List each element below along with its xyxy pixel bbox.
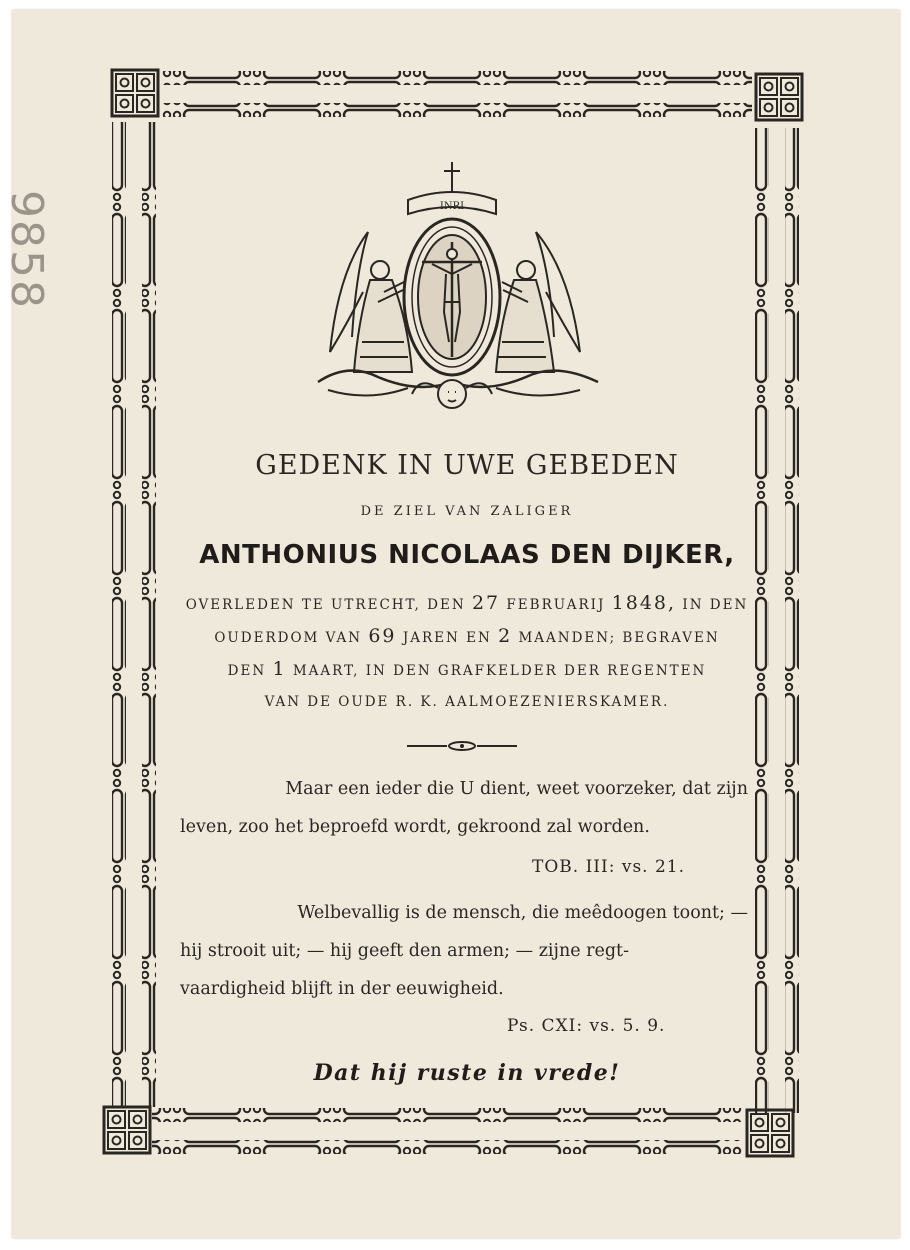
- heading: GEDENK IN UWE GEBEDEN: [255, 450, 679, 481]
- verse-1-line-2: leven, zoo het beproefd wordt, gekroond zal worden.: [180, 817, 650, 837]
- verse-1: [180, 770, 748, 846]
- deceased-name: ANTHONIUS NICOLAAS DEN DIJKER,: [199, 540, 735, 570]
- closing-prayer: Dat hij ruste in vrede!: [313, 1060, 621, 1086]
- details-line-3: DEN 1 MAART, IN DEN GRAFKELDER DER REGENTEN: [227, 658, 707, 680]
- verse-2-line-3: vaardigheid blijft in der eeuwigheid.: [180, 979, 504, 999]
- verse-2: [180, 894, 748, 1008]
- angel-icon: [496, 232, 580, 372]
- verse-2-line-1: Welbevallig is de mensch, die meêdoogen toont; —: [297, 903, 748, 923]
- death-details: [172, 588, 762, 718]
- angel-icon: [330, 232, 412, 372]
- verse-2-line-2: hij strooit uit; — hij geeft den armen; — zijne regt-: [180, 941, 630, 961]
- crucifix-emblem: [308, 162, 608, 424]
- subheading: DE ZIEL VAN ZALIGER: [360, 504, 574, 519]
- cross-icon: [444, 162, 460, 192]
- details-line-2: OUDERDOM VAN 69 JAREN EN 2 MAANDEN; BEGRAVEN: [214, 625, 720, 647]
- inri-inscription: INRI: [439, 201, 465, 212]
- verse-2-reference: Ps. CXI: vs. 5. 9.: [507, 1016, 666, 1036]
- catalog-number: 9858: [1, 190, 52, 310]
- verse-1-reference: TOB. III: vs. 21.: [532, 857, 686, 877]
- details-line-4: VAN DE OUDE R. K. AALMOEZENIERSKAMER.: [264, 694, 670, 710]
- details-line-1: OVERLEDEN TE UTRECHT, DEN 27 FEBRUARIJ 1848, IN DEN: [185, 592, 749, 614]
- cherub-icon: [412, 380, 492, 408]
- verse-1-line-1: Maar een ieder die U dient, weet voorzeker, dat zijn: [285, 779, 748, 799]
- ornamental-divider: [407, 740, 517, 752]
- memorial-card: [1, 10, 900, 1238]
